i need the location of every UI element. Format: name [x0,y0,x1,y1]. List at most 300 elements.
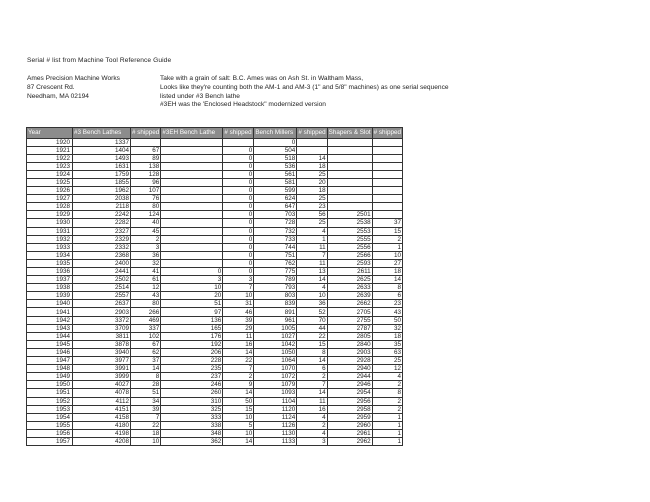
cell-year: 1933 [27,243,73,251]
cell-3eh-shipped: 0 [223,170,254,178]
cell-3eh-shipped: 15 [223,405,254,413]
cell-3eh-shipped: 11 [223,332,254,340]
cell-3eh-shipped: 10 [223,413,254,421]
cell-bench-lathe-serial: 4208 [73,437,131,445]
cell-3eh-serial [161,178,223,186]
cell-miller-serial: 1126 [254,421,297,429]
cell-shaper-shipped: 25 [372,357,402,365]
header-3eh-bench-lathe: #3EH Bench Lathe [161,128,223,139]
table-row [27,138,403,146]
cell-shaper-shipped: 50 [372,316,402,324]
cell-3eh-serial: 348 [161,429,223,437]
cell-bench-lathe-shipped: 14 [131,365,161,373]
cell-miller-shipped: 7 [297,381,327,389]
cell-3eh-serial [161,227,223,235]
table-row [27,348,403,356]
cell-3eh-serial: 192 [161,340,223,348]
cell-3eh-serial: 51 [161,300,223,308]
cell-shaper-serial: 2501 [327,211,372,219]
cell-bench-lathe-serial: 2441 [73,268,131,276]
cell-shaper-shipped: 18 [372,332,402,340]
cell-miller-shipped: 11 [297,243,327,251]
cell-bench-lathe-serial: 2242 [73,211,131,219]
cell-3eh-shipped: 0 [223,251,254,259]
cell-3eh-shipped: 14 [223,348,254,356]
serial-number-table [26,127,403,446]
table-body [27,138,403,446]
table-row [27,219,403,227]
header-shapers-slot: Shapers & Slot [328,129,371,137]
cell-3eh-serial: 97 [161,308,223,316]
cell-miller-serial: 891 [254,308,297,316]
notes-block [160,75,449,110]
cell-bench-lathe-shipped: 32 [131,259,161,267]
cell-shaper-serial: 2928 [327,357,372,365]
table-row [27,146,403,154]
cell-shaper-serial: 2633 [327,284,372,292]
cell-shaper-serial: 2593 [327,259,372,267]
cell-bench-lathe-shipped: 10 [131,437,161,445]
table-row [27,373,403,381]
table-row [27,284,403,292]
cell-3eh-serial: 310 [161,397,223,405]
cell-3eh-shipped [223,138,254,146]
table-row [27,357,403,365]
cell-miller-shipped: 2 [297,421,327,429]
cell-miller-serial: 839 [254,300,297,308]
table-row [27,251,403,259]
table-row [27,381,403,389]
cell-bench-lathe-serial: 2502 [73,276,131,284]
cell-bench-lathe-serial: 2557 [73,292,131,300]
cell-miller-serial: 1042 [254,340,297,348]
cell-bench-lathe-shipped: 76 [131,195,161,203]
table-row [27,421,403,429]
cell-shaper-serial: 2956 [327,397,372,405]
cell-bench-lathe-serial: 4112 [73,397,131,405]
cell-miller-shipped: 44 [297,324,327,332]
cell-bench-lathe-shipped: 37 [131,357,161,365]
cell-3eh-shipped: 10 [223,292,254,300]
cell-3eh-serial [161,195,223,203]
cell-3eh-shipped: 7 [223,284,254,292]
cell-bench-lathe-serial: 1759 [73,170,131,178]
table-row [27,243,403,251]
cell-3eh-serial: 0 [161,268,223,276]
cell-miller-serial: 1072 [254,373,297,381]
cell-shaper-shipped [372,154,402,162]
cell-bench-lathe-serial: 3999 [73,373,131,381]
cell-shaper-shipped: 1 [372,429,402,437]
cell-shaper-shipped: 1 [372,421,402,429]
cell-year: 1928 [27,203,73,211]
cell-year: 1921 [27,146,73,154]
cell-bench-lathe-shipped: 8 [131,373,161,381]
cell-3eh-serial: 246 [161,381,223,389]
cell-shaper-shipped: 10 [372,251,402,259]
cell-year: 1929 [27,211,73,219]
cell-miller-shipped: 25 [297,170,327,178]
cell-bench-lathe-serial: 4198 [73,429,131,437]
cell-shaper-shipped [372,187,402,195]
cell-miller-serial: 1005 [254,324,297,332]
cell-3eh-shipped: 2 [223,373,254,381]
cell-shaper-shipped [372,162,402,170]
cell-bench-lathe-shipped: 337 [131,324,161,332]
cell-miller-shipped: 1 [297,235,327,243]
cell-3eh-serial [161,162,223,170]
cell-bench-lathe-serial: 4180 [73,421,131,429]
cell-miller-serial: 1050 [254,348,297,356]
cell-bench-lathe-serial: 3878 [73,340,131,348]
cell-miller-serial: 1027 [254,332,297,340]
cell-shaper-shipped: 15 [372,227,402,235]
cell-miller-shipped: 7 [297,251,327,259]
cell-shaper-serial: 2662 [327,300,372,308]
cell-shaper-shipped: 18 [372,268,402,276]
cell-3eh-shipped: 0 [223,268,254,276]
cell-miller-serial: 1133 [254,437,297,445]
cell-3eh-shipped: 0 [223,187,254,195]
table-row [27,429,403,437]
cell-bench-lathe-serial: 4027 [73,381,131,389]
cell-year: 1927 [27,195,73,203]
cell-year: 1954 [27,413,73,421]
table-row [27,316,403,324]
cell-bench-lathe-serial: 2118 [73,203,131,211]
cell-3eh-shipped: 0 [223,235,254,243]
cell-bench-lathe-shipped: 102 [131,332,161,340]
cell-bench-lathe-shipped: 469 [131,316,161,324]
cell-shaper-serial: 2705 [327,308,372,316]
cell-miller-shipped: 18 [297,187,327,195]
table-row [27,340,403,348]
cell-shaper-serial: 2940 [327,365,372,373]
cell-shaper-serial [327,154,372,162]
cell-miller-shipped: 22 [297,332,327,340]
table-row [27,405,403,413]
cell-shaper-serial [327,203,372,211]
address-line: Needham, MA 02194 [27,92,89,100]
cell-year: 1950 [27,381,73,389]
cell-bench-lathe-shipped: 36 [131,251,161,259]
cell-miller-shipped: 16 [297,405,327,413]
cell-3eh-shipped: 7 [223,365,254,373]
cell-miller-serial: 744 [254,243,297,251]
cell-3eh-shipped: 0 [223,178,254,186]
cell-bench-lathe-shipped: 124 [131,211,161,219]
cell-bench-lathe-serial: 3977 [73,357,131,365]
table-row [27,235,403,243]
cell-3eh-shipped: 0 [223,154,254,162]
cell-miller-shipped: 8 [297,348,327,356]
cell-3eh-serial [161,219,223,227]
header-shipped: # shipped [132,129,160,137]
table-row [27,324,403,332]
cell-miller-shipped: 23 [297,203,327,211]
cell-bench-lathe-serial: 4078 [73,389,131,397]
cell-shaper-serial [327,170,372,178]
cell-year: 1922 [27,154,73,162]
table-row [27,332,403,340]
cell-miller-shipped: 52 [297,308,327,316]
cell-shaper-serial [327,146,372,154]
cell-shaper-shipped: 2 [372,405,402,413]
cell-bench-lathe-shipped: 28 [131,381,161,389]
header-year: Year [27,128,73,139]
cell-shaper-shipped [372,170,402,178]
cell-shaper-shipped: 1 [372,243,402,251]
cell-shaper-serial: 2538 [327,219,372,227]
cell-shaper-serial: 2555 [327,235,372,243]
cell-3eh-serial: 176 [161,332,223,340]
cell-shaper-serial: 2960 [327,421,372,429]
cell-year: 1924 [27,170,73,178]
cell-miller-shipped: 10 [297,292,327,300]
cell-miller-serial: 518 [254,154,297,162]
cell-bench-lathe-shipped: 107 [131,187,161,195]
cell-miller-serial: 624 [254,195,297,203]
cell-3eh-serial: 235 [161,365,223,373]
cell-3eh-serial [161,187,223,195]
cell-shaper-serial [327,162,372,170]
cell-bench-lathe-serial: 3709 [73,324,131,332]
cell-bench-lathe-serial: 1404 [73,146,131,154]
cell-bench-lathe-serial: 3940 [73,348,131,356]
cell-year: 1957 [27,437,73,445]
cell-shaper-shipped: 2 [372,381,402,389]
cell-shaper-shipped: 1 [372,413,402,421]
cell-miller-shipped: 15 [297,340,327,348]
cell-3eh-serial: 260 [161,389,223,397]
table-row [27,227,403,235]
cell-year: 1938 [27,284,73,292]
cell-shaper-shipped: 23 [372,300,402,308]
table-row [27,187,403,195]
cell-3eh-serial: 10 [161,284,223,292]
cell-3eh-serial [161,259,223,267]
cell-3eh-shipped: 16 [223,340,254,348]
cell-shaper-serial: 2954 [327,389,372,397]
table-row [27,397,403,405]
cell-shaper-shipped: 43 [372,308,402,316]
cell-year: 1943 [27,324,73,332]
cell-3eh-serial: 136 [161,316,223,324]
table-row [27,162,403,170]
cell-year: 1932 [27,235,73,243]
cell-shaper-serial [327,178,372,186]
cell-shaper-serial [327,187,372,195]
cell-shaper-serial [327,138,372,146]
cell-bench-lathe-shipped: 266 [131,308,161,316]
cell-miller-serial: 647 [254,203,297,211]
cell-shaper-shipped: 2 [372,235,402,243]
cell-shaper-serial: 2944 [327,373,372,381]
cell-bench-lathe-shipped: 67 [131,146,161,154]
cell-bench-lathe-serial: 1631 [73,162,131,170]
cell-miller-shipped: 14 [297,154,327,162]
cell-miller-serial: 536 [254,162,297,170]
cell-3eh-shipped: 29 [223,324,254,332]
cell-shaper-serial: 2946 [327,381,372,389]
cell-shaper-serial: 2625 [327,276,372,284]
cell-year: 1937 [27,276,73,284]
note-line: #3EH was the 'Enclosed Headstock" modernized version [160,101,326,109]
note-line: Take with a grain of salt: B.C. Ames was on Ash St. in Waltham Mass, [160,75,364,82]
cell-shaper-shipped: 37 [372,219,402,227]
cell-miller-shipped: 11 [297,259,327,267]
table-row [27,292,403,300]
cell-bench-lathe-serial: 3811 [73,332,131,340]
cell-bench-lathe-serial: 2514 [73,284,131,292]
cell-miller-serial: 961 [254,316,297,324]
cell-miller-shipped: 18 [297,162,327,170]
note-line: listed under #3 Bench lathe [160,92,240,100]
cell-shaper-shipped: 1 [372,437,402,445]
cell-shaper-shipped: 4 [372,373,402,381]
cell-bench-lathe-shipped: 22 [131,421,161,429]
note-line: Looks like they're counting both the AM-1 and AM-3 (1" and 5/8" machines) as one serial sequence [160,83,449,91]
cell-shaper-shipped: 2 [372,397,402,405]
cell-bench-lathe-shipped: 51 [131,389,161,397]
cell-miller-shipped: 14 [297,357,327,365]
cell-bench-lathe-serial: 1337 [73,138,131,146]
cell-year: 1948 [27,365,73,373]
cell-miller-serial: 728 [254,219,297,227]
cell-bench-lathe-shipped: 2 [131,235,161,243]
table-row [27,268,403,276]
cell-year: 1949 [27,373,73,381]
cell-miller-serial: 733 [254,235,297,243]
cell-shaper-shipped: 32 [372,324,402,332]
cell-3eh-serial: 20 [161,292,223,300]
cell-shaper-shipped [372,195,402,203]
cell-3eh-serial [161,146,223,154]
cell-year: 1947 [27,357,73,365]
cell-bench-lathe-shipped: 67 [131,340,161,348]
header-shipped: # shipped [373,129,401,137]
cell-3eh-shipped: 22 [223,357,254,365]
cell-bench-lathe-serial: 4158 [73,413,131,421]
cell-year: 1926 [27,187,73,195]
cell-3eh-shipped: 0 [223,243,254,251]
cell-shaper-serial: 2611 [327,268,372,276]
cell-miller-serial: 504 [254,146,297,154]
cell-miller-serial: 775 [254,268,297,276]
header-shipped: # shipped [298,129,326,137]
cell-3eh-serial [161,243,223,251]
address-line: 87 Crescent Rd. [27,83,75,91]
cell-shaper-shipped: 8 [372,284,402,292]
cell-3eh-serial: 206 [161,348,223,356]
cell-year: 1952 [27,397,73,405]
cell-bench-lathe-shipped: 18 [131,429,161,437]
cell-shaper-shipped: 6 [372,292,402,300]
cell-miller-shipped: 20 [297,178,327,186]
cell-3eh-serial: 165 [161,324,223,332]
header-3-bench-lathes: #3 Bench Lathes [73,128,131,139]
cell-miller-serial: 1079 [254,381,297,389]
cell-year: 1941 [27,308,73,316]
cell-year: 1946 [27,348,73,356]
cell-miller-shipped: 4 [297,413,327,421]
cell-3eh-shipped: 0 [223,146,254,154]
cell-miller-shipped: 36 [297,300,327,308]
cell-bench-lathe-shipped: 43 [131,292,161,300]
cell-3eh-shipped: 0 [223,219,254,227]
cell-bench-lathe-shipped: 96 [131,178,161,186]
cell-3eh-shipped: 0 [223,203,254,211]
cell-3eh-shipped: 0 [223,162,254,170]
cell-miller-shipped: 4 [297,227,327,235]
cell-shaper-shipped: 14 [372,276,402,284]
table-row [27,170,403,178]
cell-miller-serial: 1104 [254,397,297,405]
cell-bench-lathe-shipped: 41 [131,268,161,276]
cell-bench-lathe-shipped: 12 [131,284,161,292]
cell-year: 1925 [27,178,73,186]
cell-bench-lathe-shipped: 45 [131,227,161,235]
cell-3eh-shipped: 3 [223,276,254,284]
cell-miller-serial: 1070 [254,365,297,373]
cell-shaper-shipped [372,146,402,154]
cell-bench-lathe-serial: 2368 [73,251,131,259]
cell-3eh-shipped: 10 [223,429,254,437]
table-row [27,178,403,186]
cell-year: 1955 [27,421,73,429]
cell-shaper-serial: 2903 [327,348,372,356]
cell-miller-shipped: 3 [297,437,327,445]
cell-miller-serial: 703 [254,211,297,219]
cell-year: 1951 [27,389,73,397]
cell-shaper-shipped [372,203,402,211]
cell-shaper-serial: 2787 [327,324,372,332]
cell-shaper-serial: 2962 [327,437,372,445]
cell-shaper-shipped: 8 [372,389,402,397]
cell-miller-shipped: 14 [297,276,327,284]
cell-miller-serial: 1064 [254,357,297,365]
cell-year: 1956 [27,429,73,437]
cell-shaper-serial: 2840 [327,340,372,348]
cell-3eh-serial: 325 [161,405,223,413]
cell-bench-lathe-shipped: 80 [131,300,161,308]
cell-3eh-shipped: 0 [223,211,254,219]
cell-3eh-shipped: 46 [223,308,254,316]
cell-shaper-shipped [372,178,402,186]
cell-bench-lathe-shipped: 39 [131,405,161,413]
cell-3eh-shipped: 9 [223,381,254,389]
cell-bench-lathe-shipped: 3 [131,243,161,251]
cell-miller-serial: 599 [254,187,297,195]
cell-miller-shipped: 13 [297,268,327,276]
document-title: Serial # list from Machine Tool Reference Guide [27,57,172,64]
cell-bench-lathe-shipped: 62 [131,348,161,356]
cell-shaper-shipped: 27 [372,259,402,267]
cell-year: 1936 [27,268,73,276]
cell-miller-serial: 1130 [254,429,297,437]
cell-miller-serial: 1124 [254,413,297,421]
cell-miller-shipped: 4 [297,284,327,292]
cell-miller-shipped: 2 [297,373,327,381]
table-row [27,203,403,211]
cell-miller-shipped [297,138,327,146]
cell-bench-lathe-shipped: 138 [131,162,161,170]
cell-3eh-serial [161,203,223,211]
cell-miller-serial: 581 [254,178,297,186]
cell-shaper-serial: 2959 [327,413,372,421]
cell-bench-lathe-serial: 2637 [73,300,131,308]
cell-miller-shipped: 70 [297,316,327,324]
